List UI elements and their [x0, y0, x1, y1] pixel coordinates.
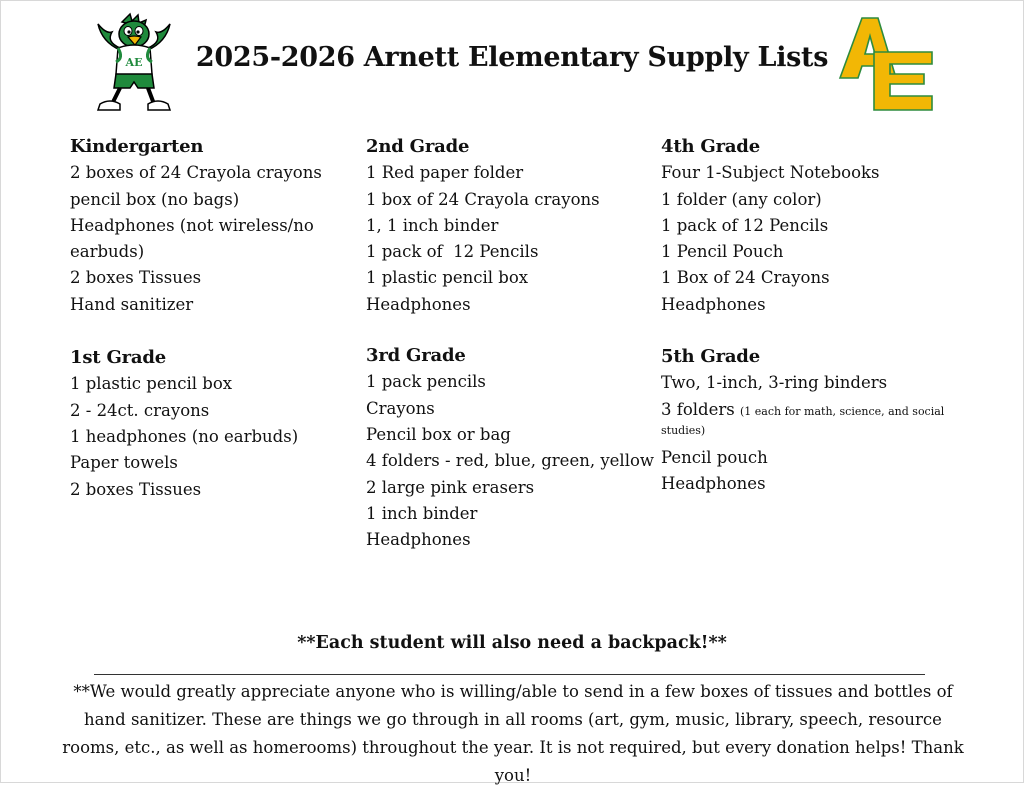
ae-logo	[838, 16, 936, 112]
grade-title-first: 1st Grade	[70, 347, 166, 369]
list-item: Headphones	[366, 294, 471, 314]
grade-kindergarten	[70, 134, 360, 318]
folders-note: (1 each for math, science, and social studies)	[661, 404, 945, 437]
footer-note: **We would greatly appreciate anyone who is willing/able to send in a few boxes of tissues and bottles of hand sanitizer. These are things we go through in all rooms (art, gym, music, library, speech, resource rooms, etc., as well as homerooms) throughout the year. It is not required, but every donation helps! Thank you!	[62, 682, 964, 785]
list-item: 1 Pencil Pouch	[661, 242, 784, 262]
folders-label: 3 folders	[661, 399, 735, 419]
grade-third	[366, 343, 656, 553]
list-item: Pencil pouch	[661, 447, 768, 467]
list-item: Hand sanitizer	[70, 294, 194, 314]
list-item: 1 pack of 12 Pencils	[661, 215, 829, 235]
list-item: 1 plastic pencil box	[70, 374, 233, 394]
list-item: pencil box (no bags)	[70, 189, 240, 209]
column-1	[70, 134, 360, 503]
grade-title-second: 2nd Grade	[366, 136, 470, 157]
list-item: Two, 1-inch, 3-ring binders	[661, 373, 888, 393]
list-item: 1 pack pencils	[366, 372, 486, 392]
list-item: 4 folders - red, blue, green, yellow	[366, 451, 655, 471]
list-item: Pencil box or bag	[366, 424, 511, 444]
mascot-jersey-text: AE	[125, 56, 143, 69]
list-item: 1 plastic pencil box	[366, 268, 529, 288]
grade-second	[366, 134, 656, 318]
list-item: Crayons	[366, 398, 435, 418]
list-item: 1 box of 24 Crayola crayons	[366, 189, 600, 209]
list-item: 1 Red paper folder	[366, 163, 524, 183]
list-item: 2 boxes of 24 Crayola crayons	[70, 163, 322, 183]
backpack-note: **Each student will also need a backpack!**	[297, 633, 727, 653]
grade-first	[70, 345, 360, 503]
list-item: 1 headphones (no earbuds)	[70, 426, 299, 446]
list-item: 2 large pink erasers	[366, 477, 535, 497]
list-item: Headphones	[366, 530, 471, 550]
list-item: 1 inch binder	[366, 503, 478, 523]
list-item: Headphones	[661, 473, 766, 493]
list-item: 1 Box of 24 Crayons	[661, 268, 830, 288]
grade-title-fourth: 4th Grade	[661, 136, 760, 157]
list-item: 2 boxes Tissues	[70, 268, 202, 288]
grade-title-kindergarten: Kindergarten	[70, 136, 204, 157]
column-3	[661, 134, 961, 497]
list-item: 1 pack of 12 Pencils	[366, 242, 539, 262]
grade-fourth	[661, 134, 961, 318]
column-2	[366, 134, 656, 553]
list-item: Four 1-Subject Notebooks	[661, 163, 880, 183]
list-item: 1, 1 inch binder	[366, 215, 499, 235]
list-item: 1 folder (any color)	[661, 189, 822, 209]
grade-title-third: 3rd Grade	[366, 345, 466, 367]
list-item: Headphones (not wireless/no earbuds)	[70, 215, 314, 262]
grade-fifth	[661, 344, 961, 497]
divider	[94, 674, 925, 675]
list-item-folders	[661, 397, 961, 445]
list-item: 2 boxes Tissues	[70, 479, 202, 499]
list-item: 2 - 24ct. crayons	[70, 400, 210, 420]
page-title: 2025-2026 Arnett Elementary Supply Lists	[195, 42, 829, 73]
list-item: Headphones	[661, 294, 766, 314]
list-item: Paper towels	[70, 453, 178, 473]
grade-title-fifth: 5th Grade	[661, 346, 760, 368]
